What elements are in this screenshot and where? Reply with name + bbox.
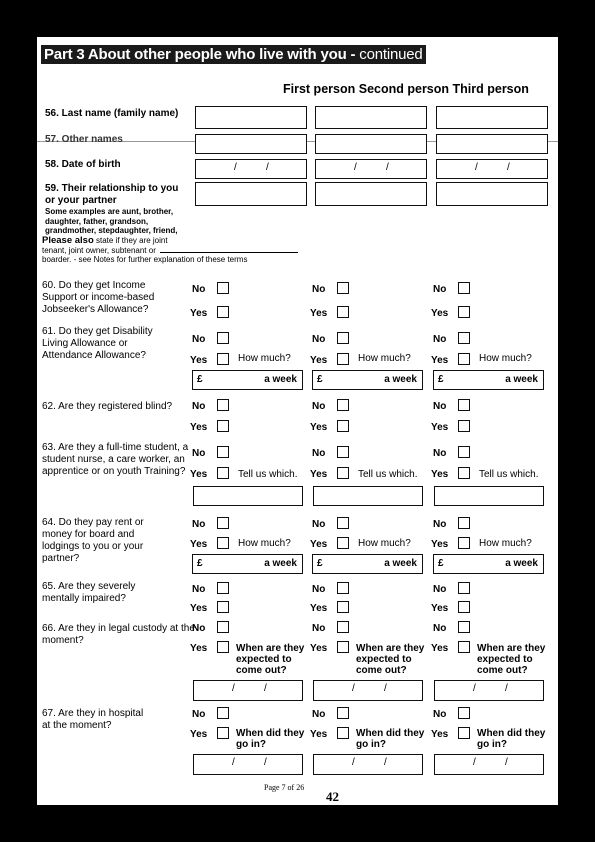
q64-yes-checkbox-first[interactable] — [217, 537, 229, 549]
date-separator: / — [266, 162, 269, 173]
q61-no-checkbox-first[interactable] — [217, 332, 229, 344]
q66-line1: 66. Are they in legal custody at the — [42, 623, 195, 634]
pound-sign: £ — [438, 374, 444, 385]
q67-no-label: No — [312, 709, 326, 720]
q59-note-line6: boarder. - see Notes for further explanation of these terms — [42, 255, 248, 264]
q60-yes-label: Yes — [190, 308, 208, 319]
q64-how-much-label: How much? — [238, 538, 291, 549]
q59-note-line4: state if they are joint — [93, 236, 168, 245]
a-week-label: a week — [505, 374, 538, 385]
q62-no-label: No — [433, 401, 447, 412]
q63-no-label: No — [433, 448, 447, 459]
q60-no-checkbox-second[interactable] — [337, 282, 349, 294]
q63-no-label: No — [312, 448, 326, 459]
q65-no-checkbox-first[interactable] — [217, 582, 229, 594]
pound-sign: £ — [317, 374, 323, 385]
q64-line1: 64. Do they pay rent or — [42, 517, 144, 528]
q59-note-line5: tenant, joint owner, subtenant or — [42, 245, 156, 255]
date-separator: / — [232, 683, 235, 694]
q61-amount-field-second[interactable] — [312, 370, 423, 390]
q61-no-label: No — [433, 334, 447, 345]
q64-no-checkbox-third[interactable] — [458, 517, 470, 529]
q56-last-name-second[interactable] — [315, 106, 427, 129]
q63-yes-checkbox-first[interactable] — [217, 467, 229, 479]
q64-how-much-label: How much? — [358, 538, 411, 549]
form-page — [37, 37, 558, 805]
q64-no-label: No — [433, 519, 447, 530]
q61-how-much-label: How much? — [479, 353, 532, 364]
section-header — [41, 45, 426, 64]
q61-line2: Living Allowance or — [42, 338, 128, 349]
q61-line1: 61. Do they get Disability — [42, 326, 153, 337]
q64-no-label: No — [312, 519, 326, 530]
when-in-line: go in? — [477, 739, 507, 750]
q67-when-in-label — [356, 728, 424, 750]
q67-admission-date-third[interactable] — [434, 754, 544, 775]
q66-yes-checkbox-third[interactable] — [458, 641, 470, 653]
when-out-line: When are they — [236, 643, 305, 654]
q59-relationship-second[interactable] — [315, 182, 427, 206]
when-in-line: When did they — [477, 728, 546, 739]
q66-release-date-first[interactable] — [193, 680, 303, 701]
q67-line1: 67. Are they in hospital — [42, 708, 144, 719]
q67-line2: at the moment? — [42, 720, 112, 731]
q64-amount-field-third[interactable] — [433, 554, 544, 574]
q60-yes-label: Yes — [310, 308, 328, 319]
when-in-line: When did they — [236, 728, 305, 739]
q59-note-underline — [160, 252, 298, 253]
q66-when-out-label — [236, 643, 304, 676]
q62-yes-label: Yes — [310, 422, 328, 433]
q61-yes-label: Yes — [190, 355, 208, 366]
q67-when-in-label — [236, 728, 304, 750]
q60-line1: 60. Do they get Income — [42, 280, 146, 291]
q63-tell-us-label: Tell us which. — [479, 469, 539, 480]
q65-no-label: No — [433, 584, 447, 595]
page-of-text: Page 7 of 26 — [264, 783, 305, 792]
q63-which-field-second[interactable] — [313, 486, 423, 506]
q61-no-checkbox-second[interactable] — [337, 332, 349, 344]
q63-tell-us-label: Tell us which. — [238, 469, 298, 480]
q67-yes-checkbox-second[interactable] — [337, 727, 349, 739]
q64-line3: lodgings to you or your — [42, 541, 144, 552]
q67-yes-label: Yes — [190, 729, 208, 740]
q60-yes-checkbox-first[interactable] — [217, 306, 229, 318]
q66-yes-checkbox-second[interactable] — [337, 641, 349, 653]
q62-no-checkbox-first[interactable] — [217, 399, 229, 411]
q59-note-line1: Some examples are aunt, brother, — [45, 207, 174, 216]
q57-label: 57. Other names — [45, 134, 123, 145]
q60-line3: Jobseeker's Allowance? — [42, 304, 149, 315]
q59-title-line2: or your partner — [45, 195, 117, 206]
q63-yes-label: Yes — [190, 469, 208, 480]
when-out-line: expected to — [236, 654, 292, 665]
q63-no-checkbox-first[interactable] — [217, 446, 229, 458]
q60-no-checkbox-third[interactable] — [458, 282, 470, 294]
q65-yes-label: Yes — [431, 603, 449, 614]
q66-no-label: No — [433, 623, 447, 634]
date-separator: / — [232, 757, 235, 768]
date-separator: / — [473, 757, 476, 768]
q64-no-checkbox-second[interactable] — [337, 517, 349, 529]
q64-amount-field-first[interactable] — [192, 554, 303, 574]
q62-yes-label: Yes — [190, 422, 208, 433]
q67-no-label: No — [433, 709, 447, 720]
q60-yes-checkbox-third[interactable] — [458, 306, 470, 318]
a-week-label: a week — [264, 374, 297, 385]
a-week-label: a week — [384, 558, 417, 569]
column-first-person: First person — [283, 82, 356, 96]
q66-yes-label: Yes — [190, 643, 208, 654]
q64-how-much-label: How much? — [479, 538, 532, 549]
q60-no-checkbox-first[interactable] — [217, 282, 229, 294]
column-second-person: Second person — [358, 82, 450, 96]
q63-yes-checkbox-second[interactable] — [337, 467, 349, 479]
q61-no-checkbox-third[interactable] — [458, 332, 470, 344]
q62-yes-checkbox-second[interactable] — [337, 420, 349, 432]
q67-yes-checkbox-third[interactable] — [458, 727, 470, 739]
q64-yes-checkbox-second[interactable] — [337, 537, 349, 549]
q66-release-date-second[interactable] — [313, 680, 423, 701]
q64-line2: money for board and — [42, 529, 135, 540]
q67-yes-checkbox-first[interactable] — [217, 727, 229, 739]
when-in-line: go in? — [236, 739, 266, 750]
q66-yes-label: Yes — [431, 643, 449, 654]
q67-label — [42, 708, 143, 732]
q64-yes-label: Yes — [190, 539, 208, 550]
date-separator: / — [354, 162, 357, 173]
q61-no-label: No — [192, 334, 206, 345]
q61-how-much-label: How much? — [358, 353, 411, 364]
q63-which-field-third[interactable] — [434, 486, 544, 506]
when-out-line: come out? — [356, 665, 407, 676]
q63-which-field-first[interactable] — [193, 486, 303, 506]
q66-yes-label: Yes — [310, 643, 328, 654]
q65-line2: mentally impaired? — [42, 593, 126, 604]
q63-line2: student nurse, a care worker, an — [42, 454, 185, 465]
a-week-label: a week — [264, 558, 297, 569]
date-separator: / — [386, 162, 389, 173]
q63-label — [42, 442, 188, 478]
q62-no-checkbox-second[interactable] — [337, 399, 349, 411]
a-week-label: a week — [505, 558, 538, 569]
date-separator: / — [264, 683, 267, 694]
q59-note — [45, 207, 177, 236]
q63-no-label: No — [192, 448, 206, 459]
q65-yes-checkbox-second[interactable] — [337, 601, 349, 613]
page-number: 42 — [326, 789, 339, 804]
column-headers — [283, 82, 529, 96]
q63-yes-label: Yes — [431, 469, 449, 480]
q63-tell-us-label: Tell us which. — [358, 469, 418, 480]
q67-yes-label: Yes — [310, 729, 328, 740]
q67-when-in-label — [477, 728, 545, 750]
q65-yes-checkbox-third[interactable] — [458, 601, 470, 613]
q59-title-line1: 59. Their relationship to you — [45, 183, 179, 194]
q60-no-label: No — [312, 284, 326, 295]
pound-sign: £ — [197, 374, 203, 385]
q65-label — [42, 581, 135, 605]
section-continued: continued — [359, 46, 423, 63]
q62-no-label: No — [312, 401, 326, 412]
when-out-line: When are they — [356, 643, 425, 654]
q66-when-out-label — [477, 643, 545, 676]
date-separator: / — [473, 683, 476, 694]
date-separator: / — [384, 757, 387, 768]
q63-no-checkbox-third[interactable] — [458, 446, 470, 458]
q67-admission-date-second[interactable] — [313, 754, 423, 775]
q66-label — [42, 623, 195, 647]
q66-no-label: No — [192, 623, 206, 634]
q61-amount-field-third[interactable] — [433, 370, 544, 390]
q65-line1: 65. Are they severely — [42, 581, 136, 592]
q57-other-names-third[interactable] — [436, 134, 548, 154]
when-out-line: When are they — [477, 643, 546, 654]
date-separator: / — [352, 683, 355, 694]
q66-release-date-third[interactable] — [434, 680, 544, 701]
q59-label — [45, 183, 178, 207]
q66-no-checkbox-first[interactable] — [217, 621, 229, 633]
when-out-line: come out? — [477, 665, 528, 676]
section-title: Part 3 About other people who live with you - — [44, 46, 360, 63]
q63-yes-checkbox-third[interactable] — [458, 467, 470, 479]
column-third-person: Third person — [452, 82, 529, 96]
q65-no-checkbox-third[interactable] — [458, 582, 470, 594]
q67-no-checkbox-first[interactable] — [217, 707, 229, 719]
q66-no-checkbox-third[interactable] — [458, 621, 470, 633]
when-out-line: expected to — [356, 654, 412, 665]
date-separator: / — [475, 162, 478, 173]
date-separator: / — [384, 683, 387, 694]
q66-no-label: No — [312, 623, 326, 634]
q59-note-line3: grandmother, stepdaughter, friend, — [45, 226, 178, 235]
q66-when-out-label — [356, 643, 424, 676]
q64-amount-field-second[interactable] — [312, 554, 423, 574]
date-separator: / — [505, 757, 508, 768]
q59-note-more — [42, 236, 302, 265]
q63-no-checkbox-second[interactable] — [337, 446, 349, 458]
q61-line3: Attendance Allowance? — [42, 350, 146, 361]
q67-no-checkbox-second[interactable] — [337, 707, 349, 719]
q58-date-of-birth-first[interactable] — [195, 159, 307, 179]
a-week-label: a week — [384, 374, 417, 385]
q66-line2: moment? — [42, 635, 84, 646]
q67-admission-date-first[interactable] — [193, 754, 303, 775]
pound-sign: £ — [317, 558, 323, 569]
q59-note-please: Please also — [42, 235, 94, 246]
q58-date-of-birth-second[interactable] — [315, 159, 427, 179]
q60-no-label: No — [192, 284, 206, 295]
q63-yes-label: Yes — [310, 469, 328, 480]
q65-no-checkbox-second[interactable] — [337, 582, 349, 594]
q58-date-of-birth-third[interactable] — [436, 159, 548, 179]
q60-yes-label: Yes — [431, 308, 449, 319]
q61-yes-checkbox-second[interactable] — [337, 353, 349, 365]
q63-line3: apprentice or on youth Training? — [42, 466, 186, 477]
q59-relationship-first[interactable] — [195, 182, 307, 206]
q62-yes-checkbox-first[interactable] — [217, 420, 229, 432]
q60-no-label: No — [433, 284, 447, 295]
when-in-line: go in? — [356, 739, 386, 750]
q61-yes-checkbox-first[interactable] — [217, 353, 229, 365]
q64-no-label: No — [192, 519, 206, 530]
q61-amount-field-first[interactable] — [192, 370, 303, 390]
q67-no-label: No — [192, 709, 206, 720]
q56-last-name-first[interactable] — [195, 106, 307, 129]
q65-yes-label: Yes — [310, 603, 328, 614]
q59-relationship-third[interactable] — [436, 182, 548, 206]
q62-yes-label: Yes — [431, 422, 449, 433]
q60-yes-checkbox-second[interactable] — [337, 306, 349, 318]
q62-yes-checkbox-third[interactable] — [458, 420, 470, 432]
q56-label: 56. Last name (family name) — [45, 108, 179, 119]
q64-no-checkbox-first[interactable] — [217, 517, 229, 529]
date-separator: / — [507, 162, 510, 173]
q60-line2: Support or income-based — [42, 292, 155, 303]
date-separator: / — [234, 162, 237, 173]
q65-yes-label: Yes — [190, 603, 208, 614]
q64-line4: partner? — [42, 553, 80, 564]
q61-how-much-label: How much? — [238, 353, 291, 364]
when-out-line: come out? — [236, 665, 287, 676]
q67-yes-label: Yes — [431, 729, 449, 740]
q61-no-label: No — [312, 334, 326, 345]
q64-label — [42, 517, 144, 565]
q61-yes-label: Yes — [431, 355, 449, 366]
q57-other-names-second[interactable] — [315, 134, 427, 154]
date-separator: / — [352, 757, 355, 768]
q67-no-checkbox-third[interactable] — [458, 707, 470, 719]
q64-yes-checkbox-third[interactable] — [458, 537, 470, 549]
q65-yes-checkbox-first[interactable] — [217, 601, 229, 613]
q65-no-label: No — [192, 584, 206, 595]
q62-no-label: No — [192, 401, 206, 412]
q66-yes-checkbox-first[interactable] — [217, 641, 229, 653]
date-separator: / — [264, 757, 267, 768]
date-separator: / — [505, 683, 508, 694]
q57-other-names-first[interactable] — [195, 134, 307, 154]
when-out-line: expected to — [477, 654, 533, 665]
q56-last-name-third[interactable] — [436, 106, 548, 129]
pound-sign: £ — [438, 558, 444, 569]
q62-no-checkbox-third[interactable] — [458, 399, 470, 411]
q61-label — [42, 326, 153, 362]
q65-no-label: No — [312, 584, 326, 595]
q61-yes-label: Yes — [310, 355, 328, 366]
q66-no-checkbox-second[interactable] — [337, 621, 349, 633]
q59-note-line2: daughter, father, grandson, — [45, 216, 149, 226]
q62-label: 62. Are they registered blind? — [42, 401, 173, 412]
q60-label — [42, 280, 154, 316]
pound-sign: £ — [197, 558, 203, 569]
q64-yes-label: Yes — [310, 539, 328, 550]
q63-line1: 63. Are they a full-time student, a — [42, 442, 189, 453]
q61-yes-checkbox-third[interactable] — [458, 353, 470, 365]
q58-label: 58. Date of birth — [45, 159, 121, 170]
q64-yes-label: Yes — [431, 539, 449, 550]
when-in-line: When did they — [356, 728, 425, 739]
